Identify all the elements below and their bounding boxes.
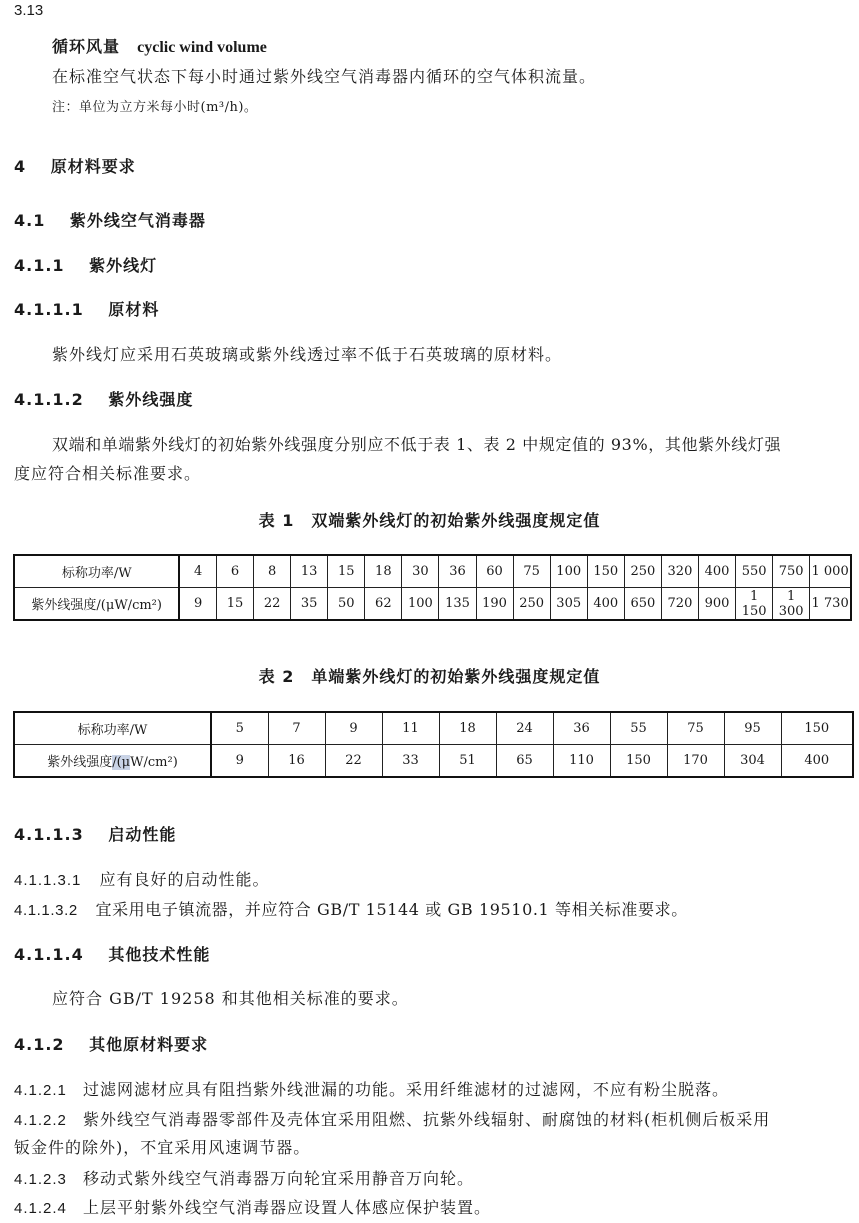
table-cell: 400 xyxy=(587,588,624,621)
table-cell: 18 xyxy=(365,555,402,588)
clause-number: 4.1.1.3.2 xyxy=(14,902,78,919)
table-cell: 135 xyxy=(439,588,476,621)
clause-4-1-2-1 xyxy=(14,1077,729,1100)
table-cell: 550 xyxy=(736,555,773,588)
section-title: 紫外线灯 xyxy=(89,256,158,275)
table-cell: 22 xyxy=(325,745,382,778)
clause-4-1-2-2 xyxy=(14,1107,770,1130)
table-cell: 50 xyxy=(328,588,365,621)
table-cell: 16 xyxy=(268,745,325,778)
header-text: W/cm²) xyxy=(130,755,178,770)
term-english: cyclic wind volume xyxy=(137,39,267,56)
term-note: 注：单位为立方米每小时(m³/h)。 xyxy=(52,100,258,115)
clause-number: 4.1.2.2 xyxy=(14,1112,67,1129)
table-cell: 8 xyxy=(254,555,291,588)
table-cell: 720 xyxy=(661,588,698,621)
section-title: 紫外线空气消毒器 xyxy=(69,211,206,230)
section-4-1-2-heading xyxy=(14,1032,208,1055)
table-cell: 24 xyxy=(496,712,553,745)
section-4-1-1-4-heading xyxy=(14,942,210,965)
row-header: 紫外线强度/(μW/cm²) xyxy=(14,588,179,621)
table-row-power xyxy=(14,555,851,588)
table-cell: 6 xyxy=(216,555,253,588)
section-title: 紫外线强度 xyxy=(108,390,194,409)
table-cell: 304 xyxy=(724,745,781,778)
table-cell: 900 xyxy=(698,588,735,621)
term-chinese: 循环风量 xyxy=(52,37,121,56)
paragraph-4-1-1-4: 应符合 GB/T 19258 和其他相关标准的要求。 xyxy=(52,989,409,1008)
table-cell: 1 000 xyxy=(810,555,851,588)
clause-4-1-2-4 xyxy=(14,1195,491,1218)
table-cell: 190 xyxy=(476,588,513,621)
section-number: 4.1.1.1 xyxy=(14,300,84,319)
clause-text: 应有良好的启动性能。 xyxy=(99,870,270,889)
row-header: 标称功率/W xyxy=(14,555,179,588)
section-4-1-1-3-heading xyxy=(14,822,176,845)
table-cell: 150 xyxy=(610,745,667,778)
table-cell: 250 xyxy=(513,588,550,621)
table-cell: 100 xyxy=(402,588,439,621)
section-number: 4.1.1.2 xyxy=(14,390,84,409)
text-selection-highlight[interactable]: /(μ xyxy=(112,755,131,770)
section-number: 4.1.2 xyxy=(14,1035,65,1054)
clause-text: 过滤网滤材应具有阻挡紫外线泄漏的功能。采用纤维滤材的过滤网，不应有粉尘脱落。 xyxy=(82,1080,729,1099)
table-cell: 110 xyxy=(553,745,610,778)
paragraph-4-1-1-1: 紫外线灯应采用石英玻璃或紫外线透过率不低于石英玻璃的原材料。 xyxy=(52,345,563,364)
section-title: 原材料 xyxy=(108,300,160,319)
table-cell: 1 730 xyxy=(810,588,851,621)
table-cell: 11 xyxy=(382,712,439,745)
table-cell: 18 xyxy=(439,712,496,745)
section-title: 其他原材料要求 xyxy=(89,1035,209,1054)
table-row-power xyxy=(14,712,853,745)
table-cell: 13 xyxy=(291,555,328,588)
table-cell: 150 xyxy=(587,555,624,588)
section-4-1-heading xyxy=(14,208,206,231)
clause-text: 上层平射紫外线空气消毒器应设置人体感应保护装置。 xyxy=(82,1198,491,1217)
clause-number: 4.1.1.3.1 xyxy=(14,872,82,889)
table-cell: 9 xyxy=(325,712,382,745)
table-cell: 400 xyxy=(698,555,735,588)
table-2-caption: 表 2 单端紫外线灯的初始紫外线强度规定值 xyxy=(258,667,601,686)
table-cell: 30 xyxy=(402,555,439,588)
clause-4-1-2-3 xyxy=(14,1166,474,1189)
section-4-1-1-heading xyxy=(14,253,157,276)
clause-4-1-2-2-continued: 钣金件的除外)，不宜采用风速调节器。 xyxy=(14,1138,311,1157)
table-1-caption: 表 1 双端紫外线灯的初始紫外线强度规定值 xyxy=(258,511,601,530)
table-cell: 95 xyxy=(724,712,781,745)
table-cell: 305 xyxy=(550,588,587,621)
term-heading xyxy=(52,34,267,57)
table-cell: 75 xyxy=(513,555,550,588)
table-cell: 62 xyxy=(365,588,402,621)
table-cell: 150 xyxy=(781,712,853,745)
table-cell: 75 xyxy=(667,712,724,745)
section-title: 其他技术性能 xyxy=(108,945,211,964)
section-number: 4.1.1.4 xyxy=(14,945,84,964)
table-cell: 320 xyxy=(661,555,698,588)
table-cell: 100 xyxy=(550,555,587,588)
table-cell: 1 300 xyxy=(773,588,810,621)
header-text: 紫外线强度 xyxy=(47,755,113,770)
table-cell: 35 xyxy=(291,588,328,621)
table-cell: 250 xyxy=(624,555,661,588)
section-number: 4 xyxy=(14,157,27,176)
table-cell: 51 xyxy=(439,745,496,778)
clause-number: 4.1.2.1 xyxy=(14,1082,67,1099)
table-row-intensity xyxy=(14,745,853,778)
table-cell: 650 xyxy=(624,588,661,621)
table-cell: 55 xyxy=(610,712,667,745)
table-2 xyxy=(13,711,854,778)
clause-4-1-1-3-2 xyxy=(14,897,688,920)
section-title: 原材料要求 xyxy=(50,157,136,176)
table-cell: 750 xyxy=(773,555,810,588)
table-cell: 65 xyxy=(496,745,553,778)
clause-text: 宜采用电子镇流器，并应符合 GB/T 15144 或 GB 19510.1 等相关标准要求。 xyxy=(95,900,688,919)
clause-number: 4.1.2.4 xyxy=(14,1200,67,1217)
table-cell: 400 xyxy=(781,745,853,778)
table-cell: 4 xyxy=(179,555,216,588)
clause-text: 紫外线空气消毒器零部件及壳体宜采用阻燃、抗紫外线辐射、耐腐蚀的材料(柜机侧后板采用 xyxy=(82,1110,771,1129)
table-row-intensity xyxy=(14,588,851,621)
clause-number: 4.1.2.3 xyxy=(14,1171,67,1188)
section-4-heading xyxy=(14,154,136,177)
section-number: 4.1.1.3 xyxy=(14,825,84,844)
paragraph-4-1-1-2-line1: 双端和单端紫外线灯的初始紫外线强度分别应不低于表 1、表 2 中规定值的 93%，其他紫外线灯强 xyxy=(52,435,782,454)
row-header xyxy=(14,745,211,778)
table-cell: 22 xyxy=(254,588,291,621)
table-cell: 15 xyxy=(216,588,253,621)
clause-number: 3.13 xyxy=(14,2,44,19)
clause-4-1-1-3-1 xyxy=(14,867,270,890)
section-title: 启动性能 xyxy=(108,825,177,844)
section-4-1-1-2-heading xyxy=(14,387,193,410)
table-cell: 36 xyxy=(439,555,476,588)
section-number: 4.1 xyxy=(14,211,46,230)
clause-text: 移动式紫外线空气消毒器万向轮宜采用静音万向轮。 xyxy=(82,1169,474,1188)
section-number: 4.1.1 xyxy=(14,256,65,275)
table-cell: 9 xyxy=(211,745,268,778)
table-1 xyxy=(13,554,852,621)
term-definition: 在标准空气状态下每小时通过紫外线空气消毒器内循环的空气体积流量。 xyxy=(52,67,597,86)
table-cell: 33 xyxy=(382,745,439,778)
paragraph-4-1-1-2-line2: 度应符合相关标准要求。 xyxy=(14,464,202,483)
table-cell: 7 xyxy=(268,712,325,745)
table-cell: 60 xyxy=(476,555,513,588)
row-header: 标称功率/W xyxy=(14,712,211,745)
table-cell: 170 xyxy=(667,745,724,778)
table-cell: 1 150 xyxy=(736,588,773,621)
table-cell: 36 xyxy=(553,712,610,745)
table-cell: 9 xyxy=(179,588,216,621)
section-4-1-1-1-heading xyxy=(14,297,159,320)
table-cell: 15 xyxy=(328,555,365,588)
table-cell: 5 xyxy=(211,712,268,745)
